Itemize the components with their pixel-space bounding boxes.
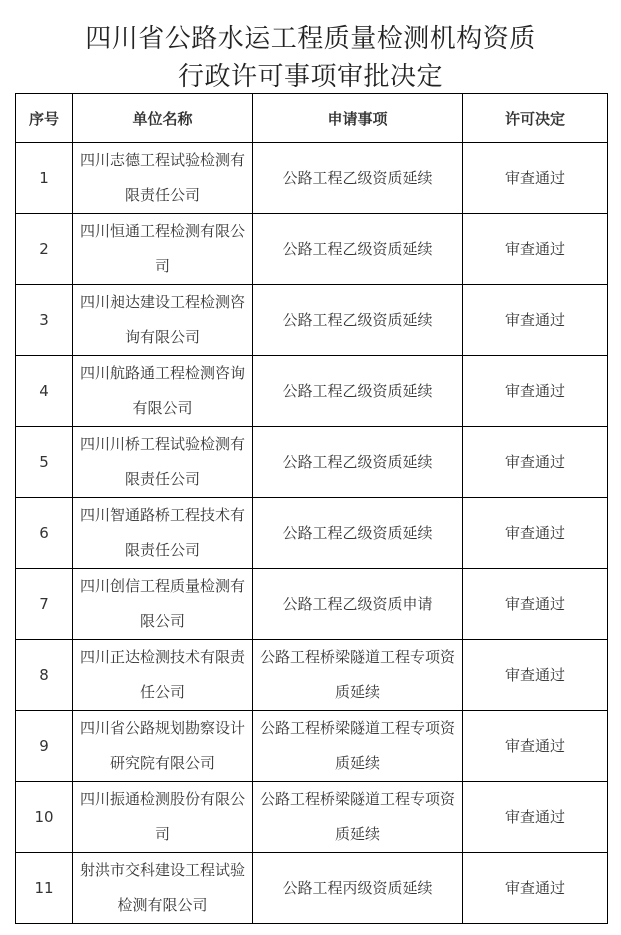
table-row — [16, 498, 608, 569]
cell-unit-name: 四川航路通工程检测咨询有限公司 — [73, 356, 253, 427]
approval-table — [15, 93, 608, 924]
cell-serial-number: 7 — [16, 569, 73, 640]
table-row — [16, 711, 608, 782]
page-title-line-1: 四川省公路水运工程质量检测机构资质 — [85, 24, 536, 54]
cell-permit-decision: 审查通过 — [463, 285, 608, 356]
cell-serial-number: 2 — [16, 214, 73, 285]
header-permit-decision: 许可决定 — [463, 94, 608, 143]
page-title-line-2: 行政许可事项审批决定 — [177, 62, 443, 92]
cell-permit-decision: 审查通过 — [463, 356, 608, 427]
page-title — [0, 20, 621, 96]
cell-serial-number: 9 — [16, 711, 73, 782]
cell-permit-decision: 审查通过 — [463, 853, 608, 924]
table-row — [16, 569, 608, 640]
table-row — [16, 285, 608, 356]
cell-unit-name: 四川省公路规划勘察设计研究院有限公司 — [73, 711, 253, 782]
cell-unit-name: 射洪市交科建设工程试验检测有限公司 — [73, 853, 253, 924]
cell-application-item: 公路工程乙级资质申请 — [253, 569, 463, 640]
cell-unit-name: 四川川桥工程试验检测有限责任公司 — [73, 427, 253, 498]
cell-application-item: 公路工程乙级资质延续 — [253, 214, 463, 285]
header-serial-number: 序号 — [16, 94, 73, 143]
cell-unit-name: 四川正达检测技术有限责任公司 — [73, 640, 253, 711]
cell-application-item: 公路工程乙级资质延续 — [253, 427, 463, 498]
table-body — [16, 143, 608, 924]
cell-unit-name: 四川志德工程试验检测有限责任公司 — [73, 143, 253, 214]
cell-permit-decision: 审查通过 — [463, 143, 608, 214]
table-row — [16, 356, 608, 427]
cell-permit-decision: 审查通过 — [463, 214, 608, 285]
cell-permit-decision: 审查通过 — [463, 427, 608, 498]
cell-application-item: 公路工程乙级资质延续 — [253, 143, 463, 214]
table-row — [16, 782, 608, 853]
cell-application-item: 公路工程桥梁隧道工程专项资质延续 — [253, 782, 463, 853]
cell-permit-decision: 审查通过 — [463, 711, 608, 782]
cell-permit-decision: 审查通过 — [463, 569, 608, 640]
cell-serial-number: 6 — [16, 498, 73, 569]
cell-unit-name: 四川创信工程质量检测有限公司 — [73, 569, 253, 640]
cell-serial-number: 11 — [16, 853, 73, 924]
cell-application-item: 公路工程桥梁隧道工程专项资质延续 — [253, 640, 463, 711]
cell-serial-number: 4 — [16, 356, 73, 427]
cell-unit-name: 四川智通路桥工程技术有限责任公司 — [73, 498, 253, 569]
table-row — [16, 214, 608, 285]
table-row — [16, 640, 608, 711]
table-row — [16, 427, 608, 498]
cell-application-item: 公路工程乙级资质延续 — [253, 498, 463, 569]
cell-serial-number: 5 — [16, 427, 73, 498]
header-unit-name: 单位名称 — [73, 94, 253, 143]
cell-unit-name: 四川振通检测股份有限公司 — [73, 782, 253, 853]
cell-application-item: 公路工程丙级资质延续 — [253, 853, 463, 924]
cell-serial-number: 10 — [16, 782, 73, 853]
cell-permit-decision: 审查通过 — [463, 498, 608, 569]
header-application-item: 申请事项 — [253, 94, 463, 143]
table-row — [16, 853, 608, 924]
table-header-row — [16, 94, 608, 143]
cell-application-item: 公路工程乙级资质延续 — [253, 356, 463, 427]
cell-serial-number: 3 — [16, 285, 73, 356]
cell-application-item: 公路工程乙级资质延续 — [253, 285, 463, 356]
cell-unit-name: 四川恒通工程检测有限公司 — [73, 214, 253, 285]
cell-serial-number: 8 — [16, 640, 73, 711]
table-row — [16, 143, 608, 214]
cell-permit-decision: 审查通过 — [463, 640, 608, 711]
cell-unit-name: 四川昶达建设工程检测咨询有限公司 — [73, 285, 253, 356]
cell-application-item: 公路工程桥梁隧道工程专项资质延续 — [253, 711, 463, 782]
cell-permit-decision: 审查通过 — [463, 782, 608, 853]
cell-serial-number: 1 — [16, 143, 73, 214]
